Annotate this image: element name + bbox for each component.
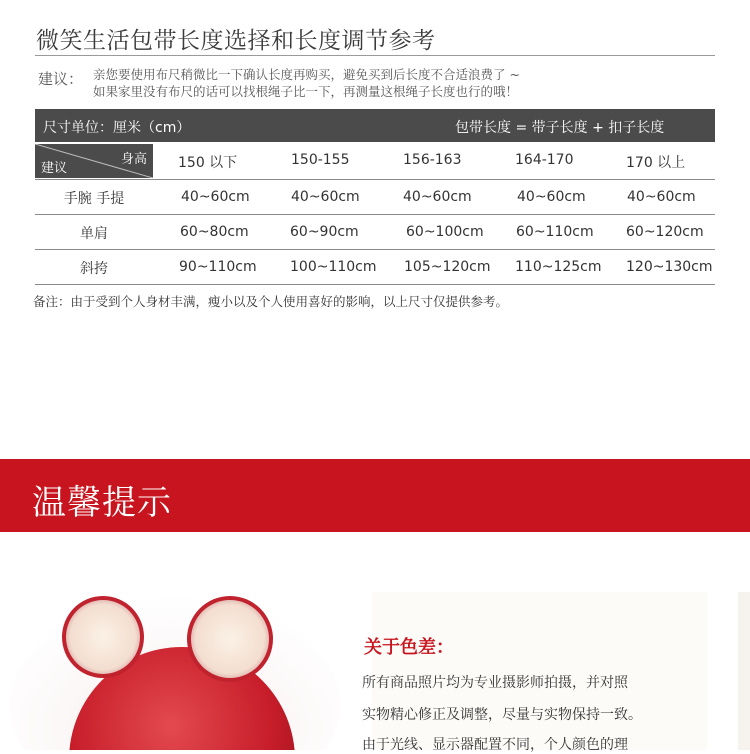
advice-text-line-2: 如果家里没有布尺的话可以找根绳子比一下，再测量这根绳子长度也行的哦！ — [93, 84, 519, 99]
table-header-bar — [35, 109, 715, 142]
row-label-shoulder: 单肩 — [80, 226, 108, 242]
edge-panel — [738, 592, 750, 750]
tips-banner — [0, 459, 750, 532]
table-cell: 40~60cm — [181, 189, 250, 205]
color-difference-line-3: 由于光线、显示器配置不同，个人颜色的理 — [362, 737, 628, 753]
tips-title: 温馨提示 — [32, 483, 172, 523]
unit-label: 尺寸单位：厘米（cm） — [43, 120, 191, 136]
color-difference-heading: 关于色差： — [364, 637, 454, 658]
length-formula: 包带长度 = 带子长度 + 扣子长度 — [455, 120, 665, 136]
table-divider — [35, 249, 715, 250]
corner-label-advice: 建议 — [41, 161, 68, 176]
red-mouse-ears-icon — [0, 560, 360, 750]
table-cell: 40~60cm — [517, 189, 586, 205]
table-cell: 60~100cm — [406, 224, 484, 240]
color-difference-line-2: 实物精心修正及调整，尽量与实物保持一致。 — [362, 707, 642, 723]
table-cell: 110~125cm — [515, 259, 602, 275]
table-cell: 40~60cm — [291, 189, 360, 205]
table-divider — [35, 214, 715, 215]
table-cell: 60~120cm — [626, 224, 704, 240]
table-cell: 100~110cm — [290, 259, 377, 275]
height-column-3: 156-163 — [403, 152, 462, 168]
table-cell: 40~60cm — [403, 189, 472, 205]
table-cell: 60~80cm — [180, 224, 249, 240]
table-corner-cell — [35, 144, 153, 178]
advice-label: 建议： — [38, 70, 84, 88]
height-column-4: 164-170 — [515, 152, 574, 168]
table-cell: 40~60cm — [627, 189, 696, 205]
table-divider — [35, 179, 715, 180]
corner-label-height: 身高 — [120, 152, 147, 167]
table-cell: 90~110cm — [179, 259, 257, 275]
title-divider — [35, 55, 715, 56]
height-column-1: 150 以下 — [178, 155, 238, 171]
table-cell: 105~120cm — [404, 259, 491, 275]
height-column-2: 150-155 — [291, 152, 350, 168]
table-cell: 120~130cm — [626, 259, 713, 275]
advice-text-line-1: 亲您要使用布尺稍微比一下确认长度再购买，避免买到后长度不合适浪费了 ~ — [93, 67, 520, 82]
remark-note: 备注：由于受到个人身材丰满，瘦小以及个人使用喜好的影响，以上尺寸仅提供参考。 — [33, 294, 509, 309]
table-cell: 60~90cm — [290, 224, 359, 240]
color-difference-panel — [372, 592, 707, 750]
row-label-crossbody: 斜挎 — [80, 261, 108, 277]
table-divider — [35, 284, 715, 285]
row-label-wrist: 手腕 手提 — [63, 191, 125, 207]
table-cell: 60~110cm — [516, 224, 594, 240]
color-difference-line-1: 所有商品照片均为专业摄影师拍摄，并对照 — [362, 675, 628, 691]
height-column-5: 170 以上 — [626, 155, 686, 171]
page-title: 微笑生活包带长度选择和长度调节参考 — [36, 28, 436, 54]
